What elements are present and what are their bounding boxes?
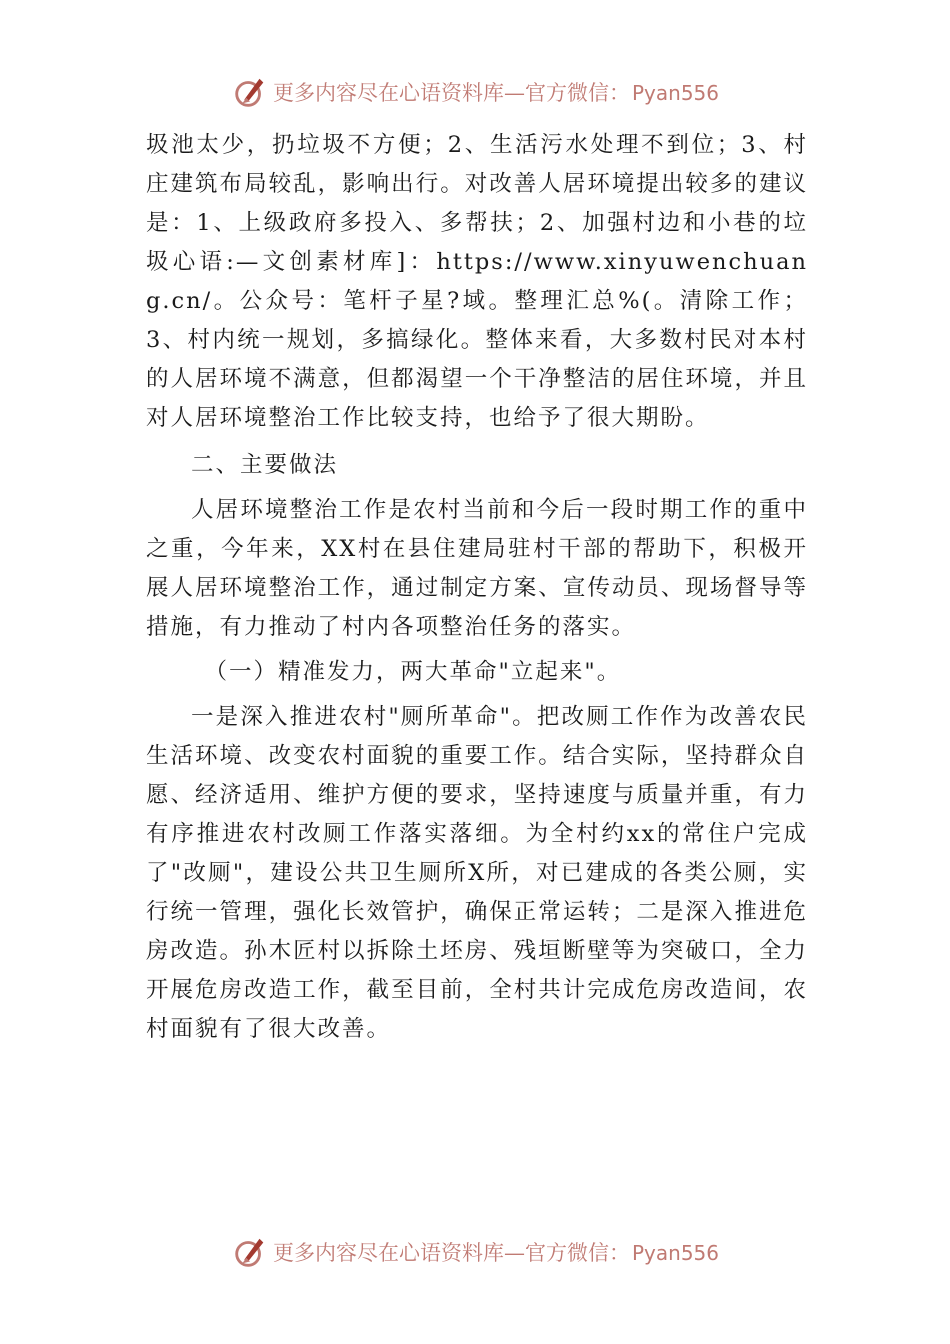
paragraph-overview: 人居环境整治工作是农村当前和今后一段时期工作的重中之重，今年来，XX村在县住建局驻村干部的帮助下，积极开展人居环境整治工作，通过制定方案、宣传动员、现场督导等措施，有力推动了村内各项整治任务的落实。	[146, 497, 808, 640]
section-heading-main-practices: 二、主要做法	[191, 452, 339, 478]
subsection-heading-two-revolutions: （一）精准发力，两大革命"立起来"。	[204, 659, 622, 685]
pen-nib-logo-icon	[231, 1233, 269, 1271]
pen-nib-logo-icon	[231, 73, 269, 111]
watermark-wechat-id: Pyan556	[631, 1241, 719, 1265]
watermark-wechat-id: Pyan556	[631, 81, 719, 105]
footer-watermark	[0, 1232, 950, 1272]
watermark-text: 更多内容尽在心语资料库—官方微信： Pyan556	[272, 1241, 719, 1265]
header-watermark	[0, 72, 950, 112]
document-body	[146, 126, 808, 1049]
watermark-text: 更多内容尽在心语资料库—官方微信： Pyan556	[272, 81, 719, 105]
paragraph-survey-summary: 圾池太少，扔垃圾不方便；2、生活污水处理不到位；3、村庄建筑布局较乱，影响出行。对改善人居环境提出较多的建议是：1、上级政府多投入、多帮扶；2、加强村边和小巷的垃圾心语:—文创素材库]：https://www.xinyuwenchuang.cn/。公众号：笔杆子星?域。整理汇总%(。清除工作；3、村内统一规划，多搞绿化。整体来看，大多数村民对本村的人居环境不满意，但都渴望一个干净整洁的居住环境，并且对人居环境整治工作比较支持，也给予了很大期盼。	[146, 132, 808, 431]
paragraph-toilet-revolution: 一是深入推进农村"厕所革命"。把改厕工作作为改善农民生活环境、改变农村面貌的重要工作。结合实际，坚持群众自愿、经济适用、维护方便的要求，坚持速度与质量并重，有力有序推进农村改厕工作落实落细。为全村约xx的常住户完成了"改厕"，建设公共卫生厕所X所，对已建成的各类公厕，实行统一管理，强化长效管护，确保正常运转；二是深入推进危房改造。孙木匠村以拆除土坯房、残垣断壁等为突破口，全力开展危房改造工作，截至目前，全村共计完成危房改造间，农村面貌有了很大改善。	[146, 704, 808, 1042]
